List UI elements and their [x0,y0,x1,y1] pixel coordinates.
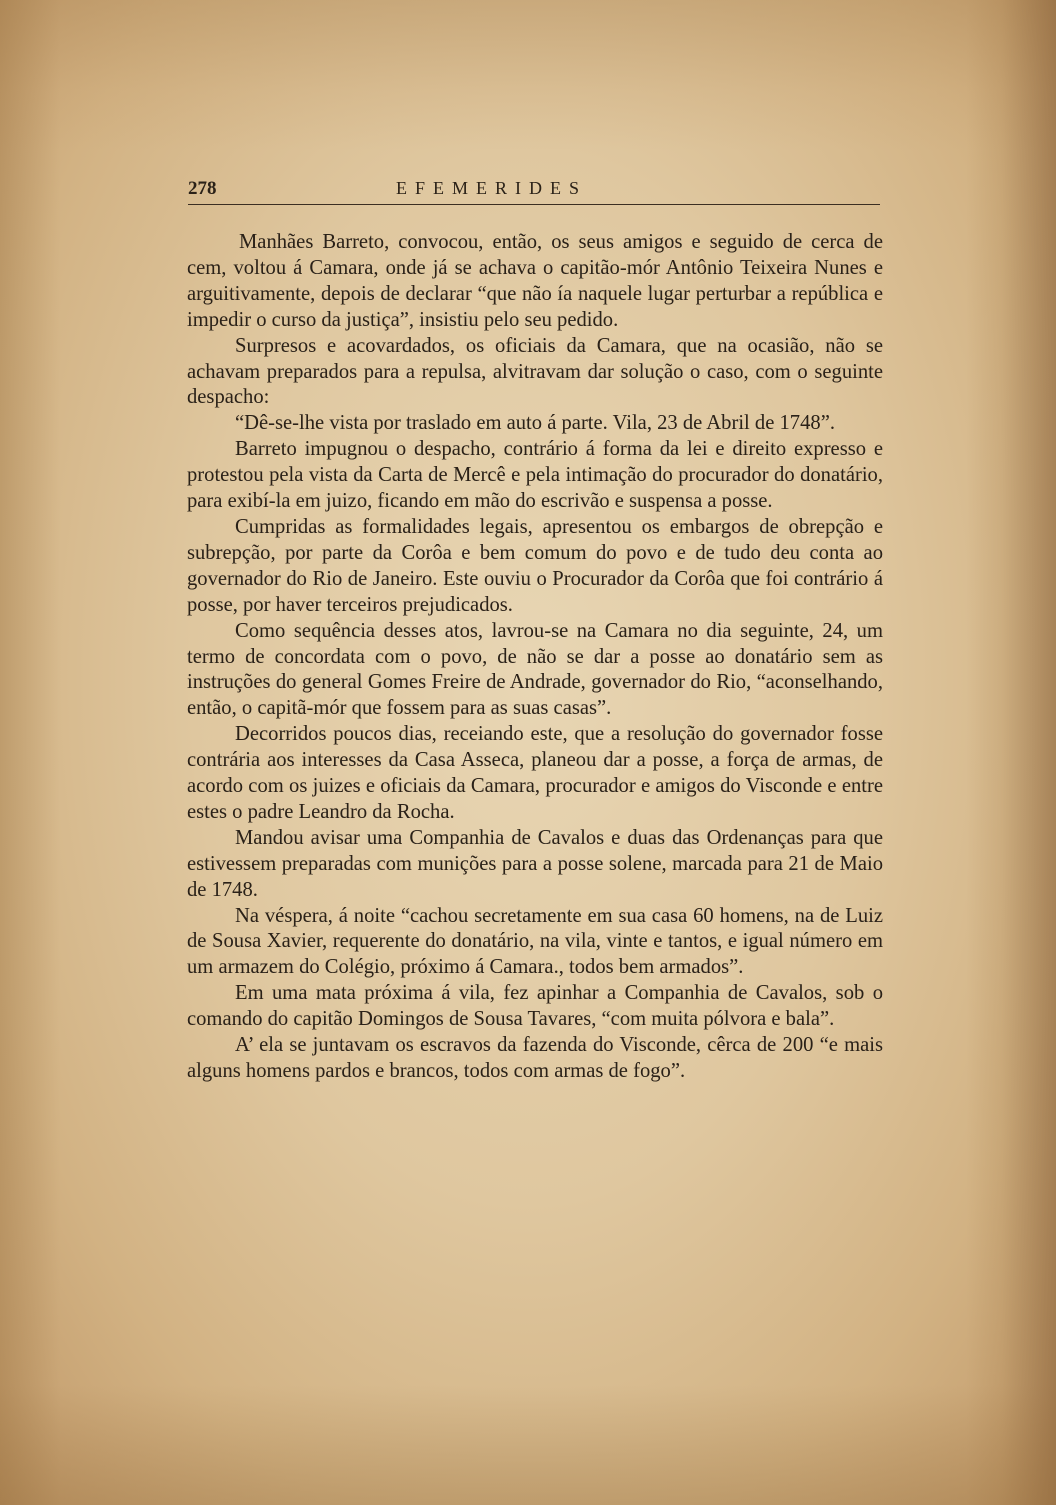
running-title: EFEMERIDES [396,178,588,198]
paragraph: Como sequência desses atos, lavrou-se na Camara no dia seguinte, 24, um termo de concordata com o povo, de não se dar a posse ao donatário sem as instruções do general Gomes Freire de Andrade, governador do Rio, “aconselhando, então, o capitã-mór que fossem para as suas casas”. [187,619,883,720]
paragraph: Mandou avisar uma Companhia de Cavalos e duas das Ordenanças para que estivessem preparadas com munições para a posse solene, marcada para 21 de Maio de 1748. [187,826,883,901]
body-text [187,230,883,1085]
paper-stain [966,0,1056,1505]
running-head [188,178,880,205]
paragraph: Na véspera, á noite “cachou secretamente em sua casa 60 homens, na de Luiz de Sousa Xavier, requerente do donatário, na vila, vinte e tantos, e igual número em um armazem do Colégio, próximo á Camara., todos bem armados”. [187,904,883,979]
paper-stain [0,1385,1056,1505]
paragraph: “Dê-se-lhe vista por traslado em auto á parte. Vila, 23 de Abril de 1748”. [235,412,835,435]
paragraph: A’ ela se juntavam os escravos da fazenda do Visconde, cêrca de 200 “e mais alguns homens pardos e brancos, todos com armas de fogo”. [187,1034,883,1082]
paragraph: Em uma mata próxima á vila, fez apinhar a Companhia de Cavalos, sob o comando do capitão Domingos de Sousa Tavares, “com muita pólvora e bala”. [187,982,883,1031]
paper-stain [0,0,60,1505]
page-number: 278 [188,178,217,199]
paragraph: Cumpridas as formalidades legais, apresentou os embargos de obrepção e subrepção, por parte da Corôa e bem comum do povo e de tudo deu conta ao governador do Rio de Janeiro. Este ouviu o Procurador da Corôa que foi contrário á posse, por haver terceiros prejudicados. [187,515,883,616]
paragraph: Surpresos e acovardados, os oficiais da Camara, que na ocasião, não se achavam preparados para a repulsa, alvitravam dar solução o caso, com o seguinte despacho: [187,334,883,409]
paragraph: Decorridos poucos dias, receiando este, que a resolução do governador fosse contrária aos interesses da Casa Asseca, planeou dar a posse, a força de armas, de acordo com os juizes e oficiais da Camara, procurador e amigos do Visconde e entre estes o padre Leandro da Rocha. [187,723,883,823]
paragraph: Barreto impugnou o despacho, contrário á forma da lei e direito expresso e protestou pela vista da Carta de Mercê e pela intimação do procurador do donatário, para exibí-la em juizo, ficando em mão do escrivão e suspensa a posse. [187,438,883,513]
paragraph: Manhães Barreto, convocou, então, os seus amigos e seguido de cerca de cem, voltou á Camara, onde já se achava o capitão-mór Antônio Teixeira Nunes e arguitivamente, depois de declarar “que não ía naquele lugar perturbar a república e impedir o curso da justiça”, insistiu pelo seu pedido. [187,231,883,331]
paper-stain [0,0,1056,150]
